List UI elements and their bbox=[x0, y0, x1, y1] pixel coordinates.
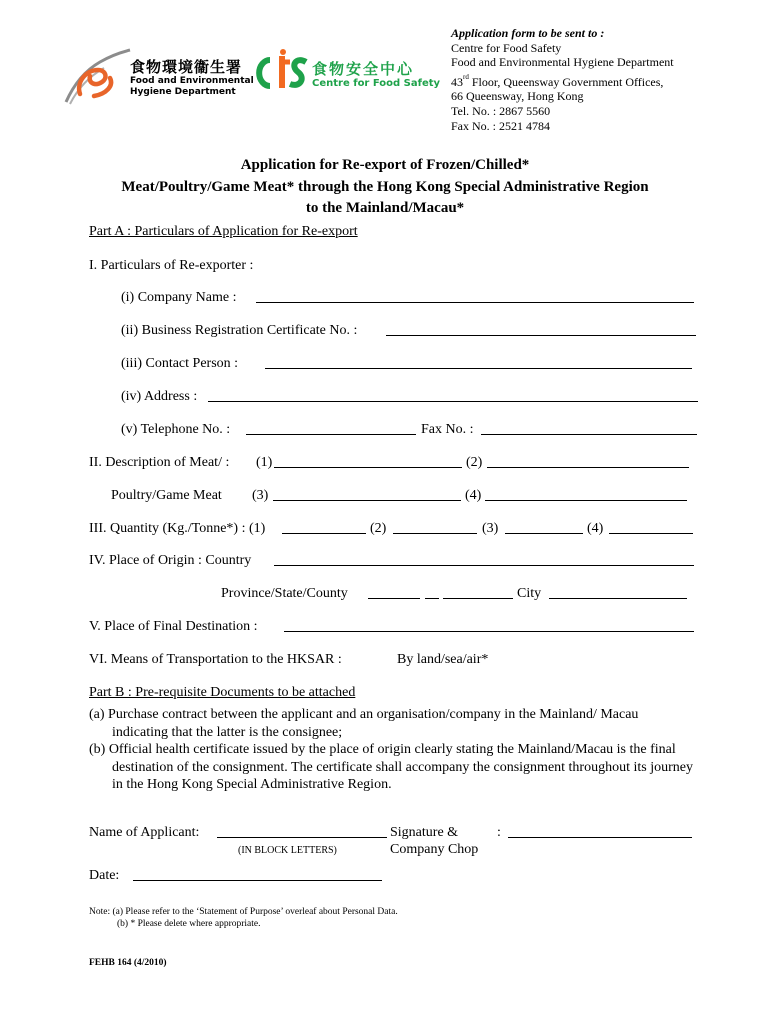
quantity-label: III. Quantity (Kg./Tonne*) : (1) bbox=[89, 521, 266, 536]
address-field[interactable] bbox=[208, 389, 698, 402]
cfs-chinese-name: 食物安全中心 bbox=[312, 60, 415, 78]
company-name-label: (i) Company Name : bbox=[121, 290, 237, 305]
floor-suffix: rd bbox=[463, 72, 469, 81]
quantity-3-label: (3) bbox=[482, 521, 499, 536]
fehd-english-name-2: Hygiene Department bbox=[130, 87, 236, 97]
signature-colon: : bbox=[497, 825, 501, 840]
description-item-1-field[interactable] bbox=[274, 455, 462, 468]
quantity-2-label: (2) bbox=[370, 521, 387, 536]
form-title-line-2: Meat/Poultry/Game Meat* through the Hong Kong Special Administrative Region bbox=[121, 179, 649, 195]
fehd-english-name-1: Food and Environmental bbox=[130, 76, 254, 86]
note-a: Note: (a) Please refer to the ‘Statement of Purpose’ overleaf about Personal Data. bbox=[89, 907, 398, 917]
cfs-logo bbox=[256, 48, 441, 96]
destination-label: V. Place of Final Destination : bbox=[89, 619, 258, 634]
contact-person-label: (iii) Contact Person : bbox=[121, 356, 239, 371]
province-field-3[interactable] bbox=[443, 586, 513, 599]
fehd-logo bbox=[60, 44, 254, 106]
province-field-2[interactable] bbox=[425, 586, 439, 599]
form-title-line-1: Application for Re-export of Frozen/Chilled* bbox=[240, 157, 530, 173]
transport-label: VI. Means of Transportation to the HKSAR : bbox=[89, 652, 342, 667]
part-b-item-a: (a) Purchase contract between the applicant and an organisation/company in the Mainland/ Macau indicating that the latter is the consignee; bbox=[89, 707, 639, 740]
part-b-item-b: (b) Official health certificate issued by the place of origin clearly stating the Mainland/Macau is the final destination of the consignment. The certificate shall accompany the consignment throughout its journey in the Hong Kong Special Administrative Region. bbox=[89, 742, 693, 792]
telephone-field[interactable] bbox=[246, 422, 416, 435]
quantity-3-field[interactable] bbox=[505, 521, 583, 534]
br-cert-label: (ii) Business Registration Certificate No. : bbox=[121, 323, 358, 338]
note-b: (b) * Please delete where appropriate. bbox=[117, 919, 261, 929]
description-item-3-label: (3) bbox=[252, 488, 269, 503]
applicant-name-field[interactable] bbox=[217, 825, 387, 838]
description-label: II. Description of Meat/ : bbox=[89, 455, 230, 470]
description-item-3-field[interactable] bbox=[273, 488, 461, 501]
signature-label-1: Signature & bbox=[390, 825, 459, 840]
destination-field[interactable] bbox=[284, 619, 694, 632]
city-field[interactable] bbox=[549, 586, 687, 599]
signature-field[interactable] bbox=[508, 825, 692, 838]
address-label: (iv) Address : bbox=[121, 389, 198, 404]
description-item-1-label: (1) bbox=[256, 455, 273, 470]
date-field[interactable] bbox=[133, 868, 382, 881]
address-line: Fax No. : 2521 4784 bbox=[451, 118, 550, 133]
transport-value: By land/sea/air* bbox=[397, 652, 489, 667]
address-line: Floor, Queensway Government Offices, bbox=[471, 74, 664, 89]
quantity-2-field[interactable] bbox=[393, 521, 477, 534]
quantity-1-field[interactable] bbox=[282, 521, 366, 534]
part-b-heading: Part B : Pre-requisite Documents to be attached bbox=[89, 685, 356, 700]
section-1-heading: I. Particulars of Re-exporter : bbox=[89, 258, 254, 273]
city-label: City bbox=[517, 586, 542, 601]
telephone-label: (v) Telephone No. : bbox=[121, 422, 231, 437]
send-to-title: Application form to be sent to : bbox=[451, 26, 605, 40]
address-line-floor bbox=[451, 70, 674, 90]
date-label: Date: bbox=[89, 868, 120, 883]
origin-country-field[interactable] bbox=[274, 553, 694, 566]
address-line: 66 Queensway, Hong Kong bbox=[451, 89, 584, 104]
description-item-2-label: (2) bbox=[466, 455, 483, 470]
form-title-line-3: to the Mainland/Macau* bbox=[305, 200, 465, 216]
signature-label-2: Company Chop bbox=[390, 842, 479, 857]
block-letters-note: (IN BLOCK LETTERS) bbox=[238, 845, 337, 856]
fax-field[interactable] bbox=[481, 422, 697, 435]
description-label-2: Poultry/Game Meat bbox=[111, 488, 222, 503]
cfs-emblem-icon bbox=[256, 48, 310, 94]
cfs-english-name: Centre for Food Safety bbox=[312, 78, 441, 89]
fax-label: Fax No. : bbox=[421, 422, 474, 437]
send-to-address bbox=[451, 26, 674, 133]
applicant-name-label: Name of Applicant: bbox=[89, 825, 200, 840]
origin-label: IV. Place of Origin : Country bbox=[89, 553, 252, 568]
address-line: Centre for Food Safety bbox=[451, 40, 562, 55]
quantity-4-label: (4) bbox=[587, 521, 604, 536]
province-label: Province/State/County bbox=[221, 586, 348, 601]
fehd-emblem-icon bbox=[60, 44, 132, 106]
province-field-1[interactable] bbox=[368, 586, 420, 599]
company-name-field[interactable] bbox=[256, 290, 694, 303]
contact-person-field[interactable] bbox=[265, 356, 692, 369]
address-line: Tel. No. : 2867 5560 bbox=[451, 103, 551, 118]
quantity-4-field[interactable] bbox=[609, 521, 693, 534]
floor-number: 43 bbox=[451, 74, 463, 89]
fehd-chinese-name: 食物環境衞生署 bbox=[130, 58, 243, 76]
address-line: Food and Environmental Hygiene Department bbox=[451, 55, 674, 70]
description-item-2-field[interactable] bbox=[487, 455, 689, 468]
description-item-4-field[interactable] bbox=[485, 488, 687, 501]
br-cert-field[interactable] bbox=[386, 323, 696, 336]
description-item-4-label: (4) bbox=[465, 488, 482, 503]
part-a-heading: Part A : Particulars of Application for Re-export bbox=[89, 224, 358, 239]
form-code: FEHB 164 (4/2010) bbox=[89, 958, 167, 968]
